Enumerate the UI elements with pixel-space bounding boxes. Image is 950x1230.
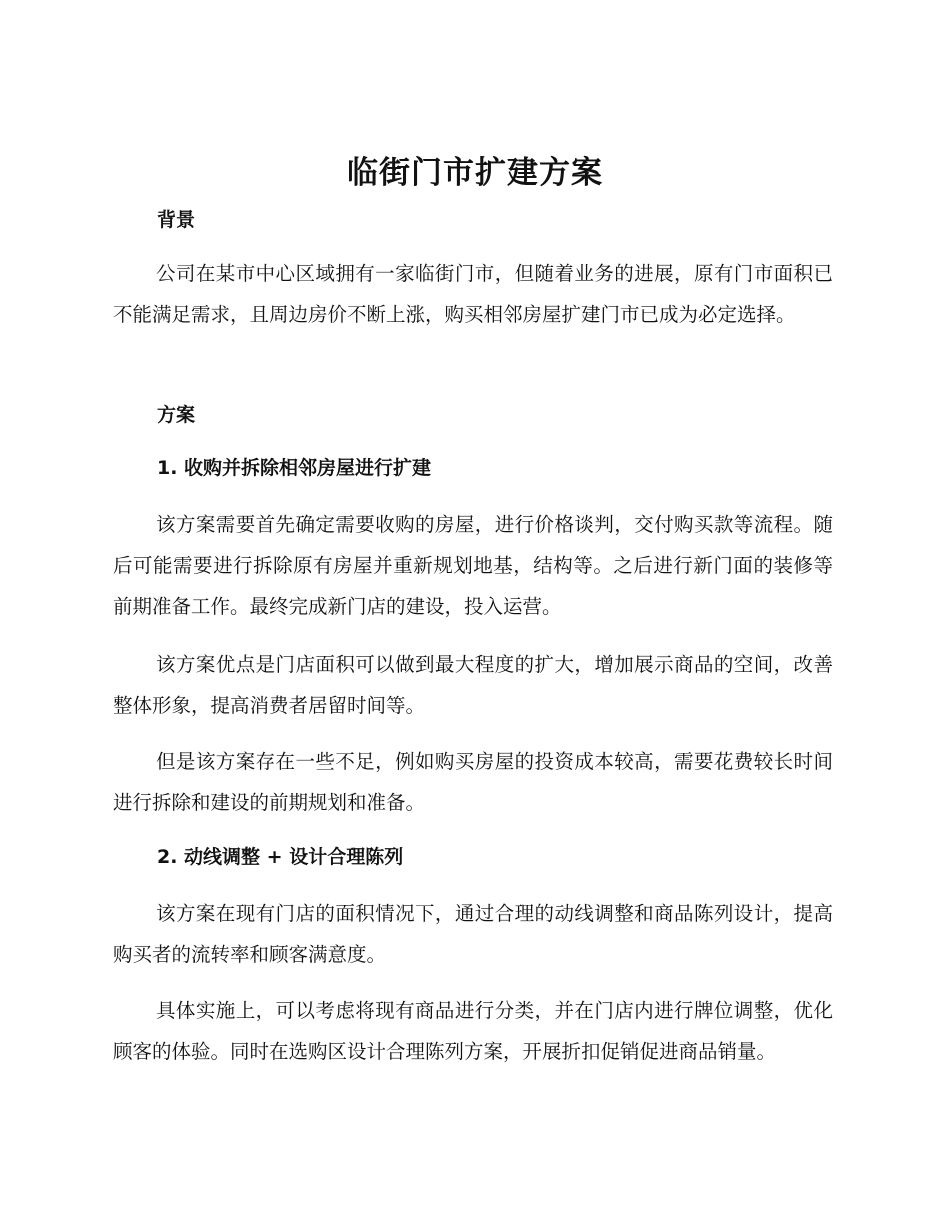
paragraph-option-1-disadvantages: 但是该方案存在一些不足，例如购买房屋的投资成本较高，需要花费较长时间进行拆除和建设的前期规划和准备。 [113, 750, 833, 814]
paragraph-option-2-overview: 该方案在现有门店的面积情况下，通过合理的动线调整和商品陈列设计，提高购买者的流转率和顾客满意度。 [113, 902, 833, 966]
heading-option-1: 1. 收购并拆除相邻房屋进行扩建 [157, 457, 432, 479]
heading-option-2: 2. 动线调整 + 设计合理陈列 [157, 846, 404, 868]
paragraph-background: 公司在某市中心区域拥有一家临街门市，但随着业务的进展，原有门市面积已不能满足需求，且周边房价不断上涨，购买相邻房屋扩建门市已成为必定选择。 [113, 262, 833, 326]
paragraph-option-1-advantages: 该方案优点是门店面积可以做到最大程度的扩大，增加展示商品的空间，改善整体形象，提高消费者居留时间等。 [113, 653, 833, 717]
heading-background: 背景 [157, 209, 196, 231]
document-title: 临街门市扩建方案 [347, 155, 603, 191]
heading-plan: 方案 [157, 404, 196, 426]
paragraph-option-2-implementation: 具体实施上，可以考虑将现有商品进行分类，并在门店内进行牌位调整，优化顾客的体验。同时在选购区设计合理陈列方案，开展折扣促销促进商品销量。 [113, 999, 833, 1063]
paragraph-option-1-process: 该方案需要首先确定需要收购的房屋，进行价格谈判，交付购买款等流程。随后可能需要进行拆除原有房屋并重新规划地基，结构等。之后进行新门面的装修等前期准备工作。最终完成新门店的建设，投入运营。 [113, 513, 833, 618]
